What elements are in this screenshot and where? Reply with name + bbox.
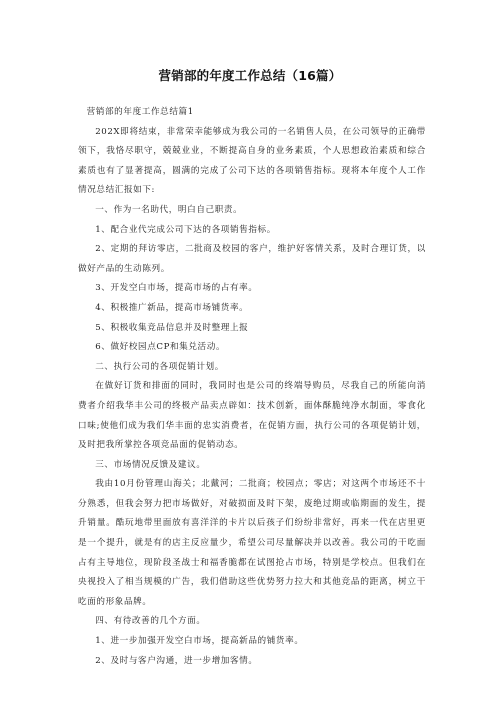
- paragraph: 三、市场情况反馈及建议。: [95, 459, 206, 470]
- list-item: 2、定期的拜访零店，二批商及校园的客户，维护好客情关系，及时合理订货，以做好产品的生动陈列。: [78, 244, 426, 274]
- list-item: 6、做好校园点CP和集兑活动。: [95, 342, 226, 353]
- document-body: [78, 103, 426, 671]
- list-item: 2、及时与客户沟通，进一步增加客情。: [95, 655, 258, 666]
- list-item: 5、积极收集竞品信息并及时整理上报: [95, 322, 249, 333]
- paragraph: 在做好订货和排面的同时，我同时也是公司的终端导购员，尽我自己的所能向消费者介绍我华丰公司的终极产品卖点辟如：技术创新，面体酥脆纯净水制面，零食化口味;使他们成为我们华丰面的忠实消费者，在促销方面，执行公司的各项促销计划，及时把我所掌控各项竞品面的促销动态。: [78, 381, 426, 451]
- list-item: 3、开发空白市场，提高市场的占有率。: [95, 283, 258, 294]
- list-item: 1、配合业代完成公司下达的各项销售指标。: [95, 224, 276, 235]
- paragraph: 二、执行公司的各项促销计划。: [95, 361, 224, 372]
- paragraph: 一、作为一名助代，明白自己职责。: [95, 204, 243, 215]
- list-item: 4、积极推广新品，提高市场铺货率。: [95, 302, 249, 313]
- paragraph: 202X即将结束，非常荣幸能够成为我公司的一名销售人员，在公司领导的正确带领下，我恪尽职守，兢兢业业，不断提高自身的业务素质，个人思想政治素质和综合素质也有了显著提高，圆满的完成了公司下达的各项销售指标。现将本年度个人工作情况总结汇报如下:: [78, 126, 426, 196]
- list-item: 1、进一步加强开发空白市场，提高新品的铺货率。: [95, 636, 304, 647]
- document-title: 营销部的年度工作总结（16篇）: [158, 68, 342, 83]
- paragraph: 四、有待改善的几个方面。: [95, 616, 206, 627]
- paragraph: 我由10月份管理山海关；北戴河；二批商；校园点；零店；对这两个市场还不十分熟悉，但我会努力把市场做好，对破损面及时下架，废绝过期或临期面的发生，提升销量。酷玩地带里面放有喜洋洋的卡片以后孩子们纷纷非常好，再来一代在店里更是一个提升，就是有的店主反应量少，希望公司尽量解决并以改善。我公司的干吃面占有主导地位，现阶段圣战士和福香脆都在试图抢占市场，特别是学校点。但我们在央视投入了相当规模的广告，我们借助这些优势努力拉大和其他竞品的距离，树立干吃面的形象品牌。: [78, 479, 426, 607]
- section-heading: 营销部的年度工作总结篇1: [86, 107, 194, 117]
